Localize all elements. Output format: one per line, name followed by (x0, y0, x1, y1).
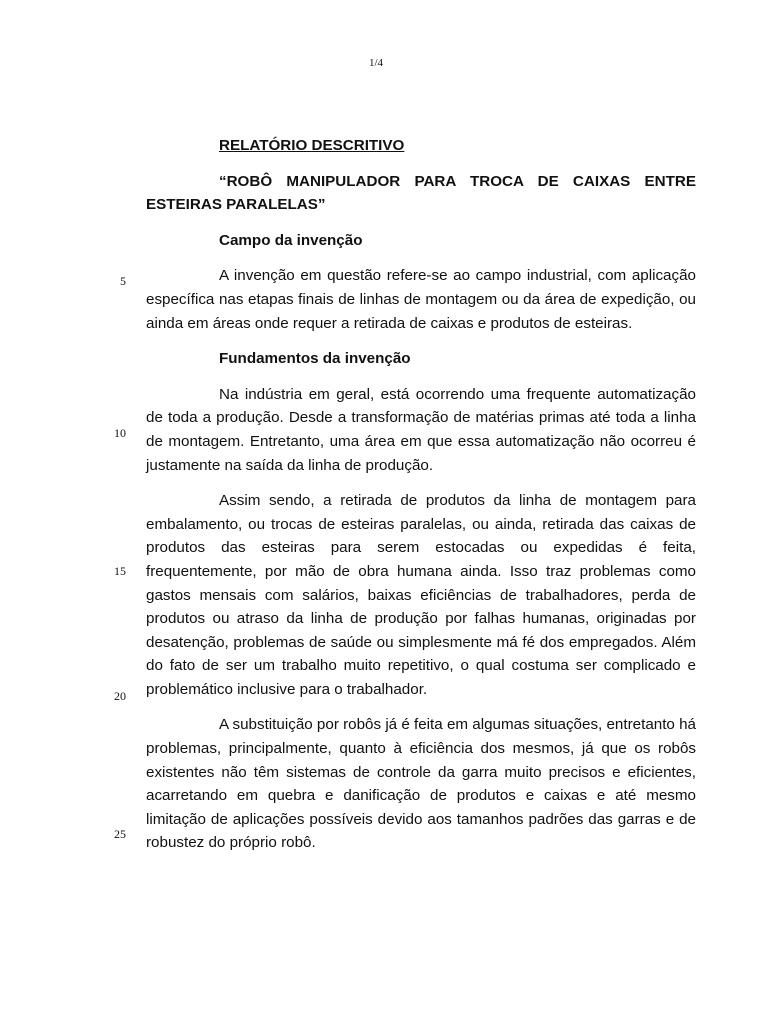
line-number-25: 25 (114, 827, 126, 841)
section-heading-fundamentos: Fundamentos da invenção (219, 350, 411, 368)
section-heading-campo: Campo da invenção (219, 231, 363, 249)
page-number: 1/4 (368, 57, 384, 69)
paragraph-fundamentos-3: A substituição por robôs já é feita em algumas situações, entretanto há problemas, principalmente, quanto à eficiência dos mesmos, já que os robôs existentes não têm sistemas de controle da garra muito precisos e eficientes, acarretando em quebra e danificação de produtos e caixas e até mesmo limitação de aplicações possíveis devido aos tamanhos padrões das garras e de robustez do próprio robô. (146, 716, 696, 852)
line-number-5: 5 (120, 274, 126, 288)
invention-title: “ROBÔ MANIPULADOR PARA TROCA DE CAIXAS ENTRE ESTEIRAS PARALELAS” (146, 172, 696, 214)
line-number-20: 20 (114, 689, 126, 703)
paragraph-fundamentos-1: Na indústria em geral, está ocorrendo uma frequente automatização de toda a produção. Desde a transformação de matérias primas até toda a linha de montagem. Entretanto, uma área em que essa automatização não ocorreu é justamente na saída da linha de produção. (146, 385, 696, 474)
paragraph-fundamentos-2: Assim sendo, a retirada de produtos da linha de montagem para embalamento, ou trocas de esteiras paralelas, ou ainda, retirada das caixas de produtos das esteiras para serem estocadas ou expedidas é feita, frequentemente, por mão de obra humana ainda. Isso traz problemas como gastos mensais com salários, baixas eficiências de trabalhadores, perda de produtos ou atraso da linha de produção por falhas humanas, originadas por desatenção, problemas de saúde ou simplesmente má fé dos empregados. Além do fato de ser um trabalho muito repetitivo, o qual costuma ser complicado e problemático inclusive para o trabalhador. (146, 492, 696, 698)
document-heading-text: RELATÓRIO DESCRITIVO (219, 137, 405, 154)
line-number-15: 15 (114, 564, 126, 578)
document-body (146, 134, 696, 855)
paragraph-campo: A invenção em questão refere-se ao campo industrial, com aplicação específica nas etapas finais de linhas de montagem ou da área de expedição, ou ainda em áreas onde requer a retirada de caixas e produtos de esteiras. (146, 267, 696, 332)
document-heading (146, 134, 696, 158)
line-number-10: 10 (114, 426, 126, 440)
